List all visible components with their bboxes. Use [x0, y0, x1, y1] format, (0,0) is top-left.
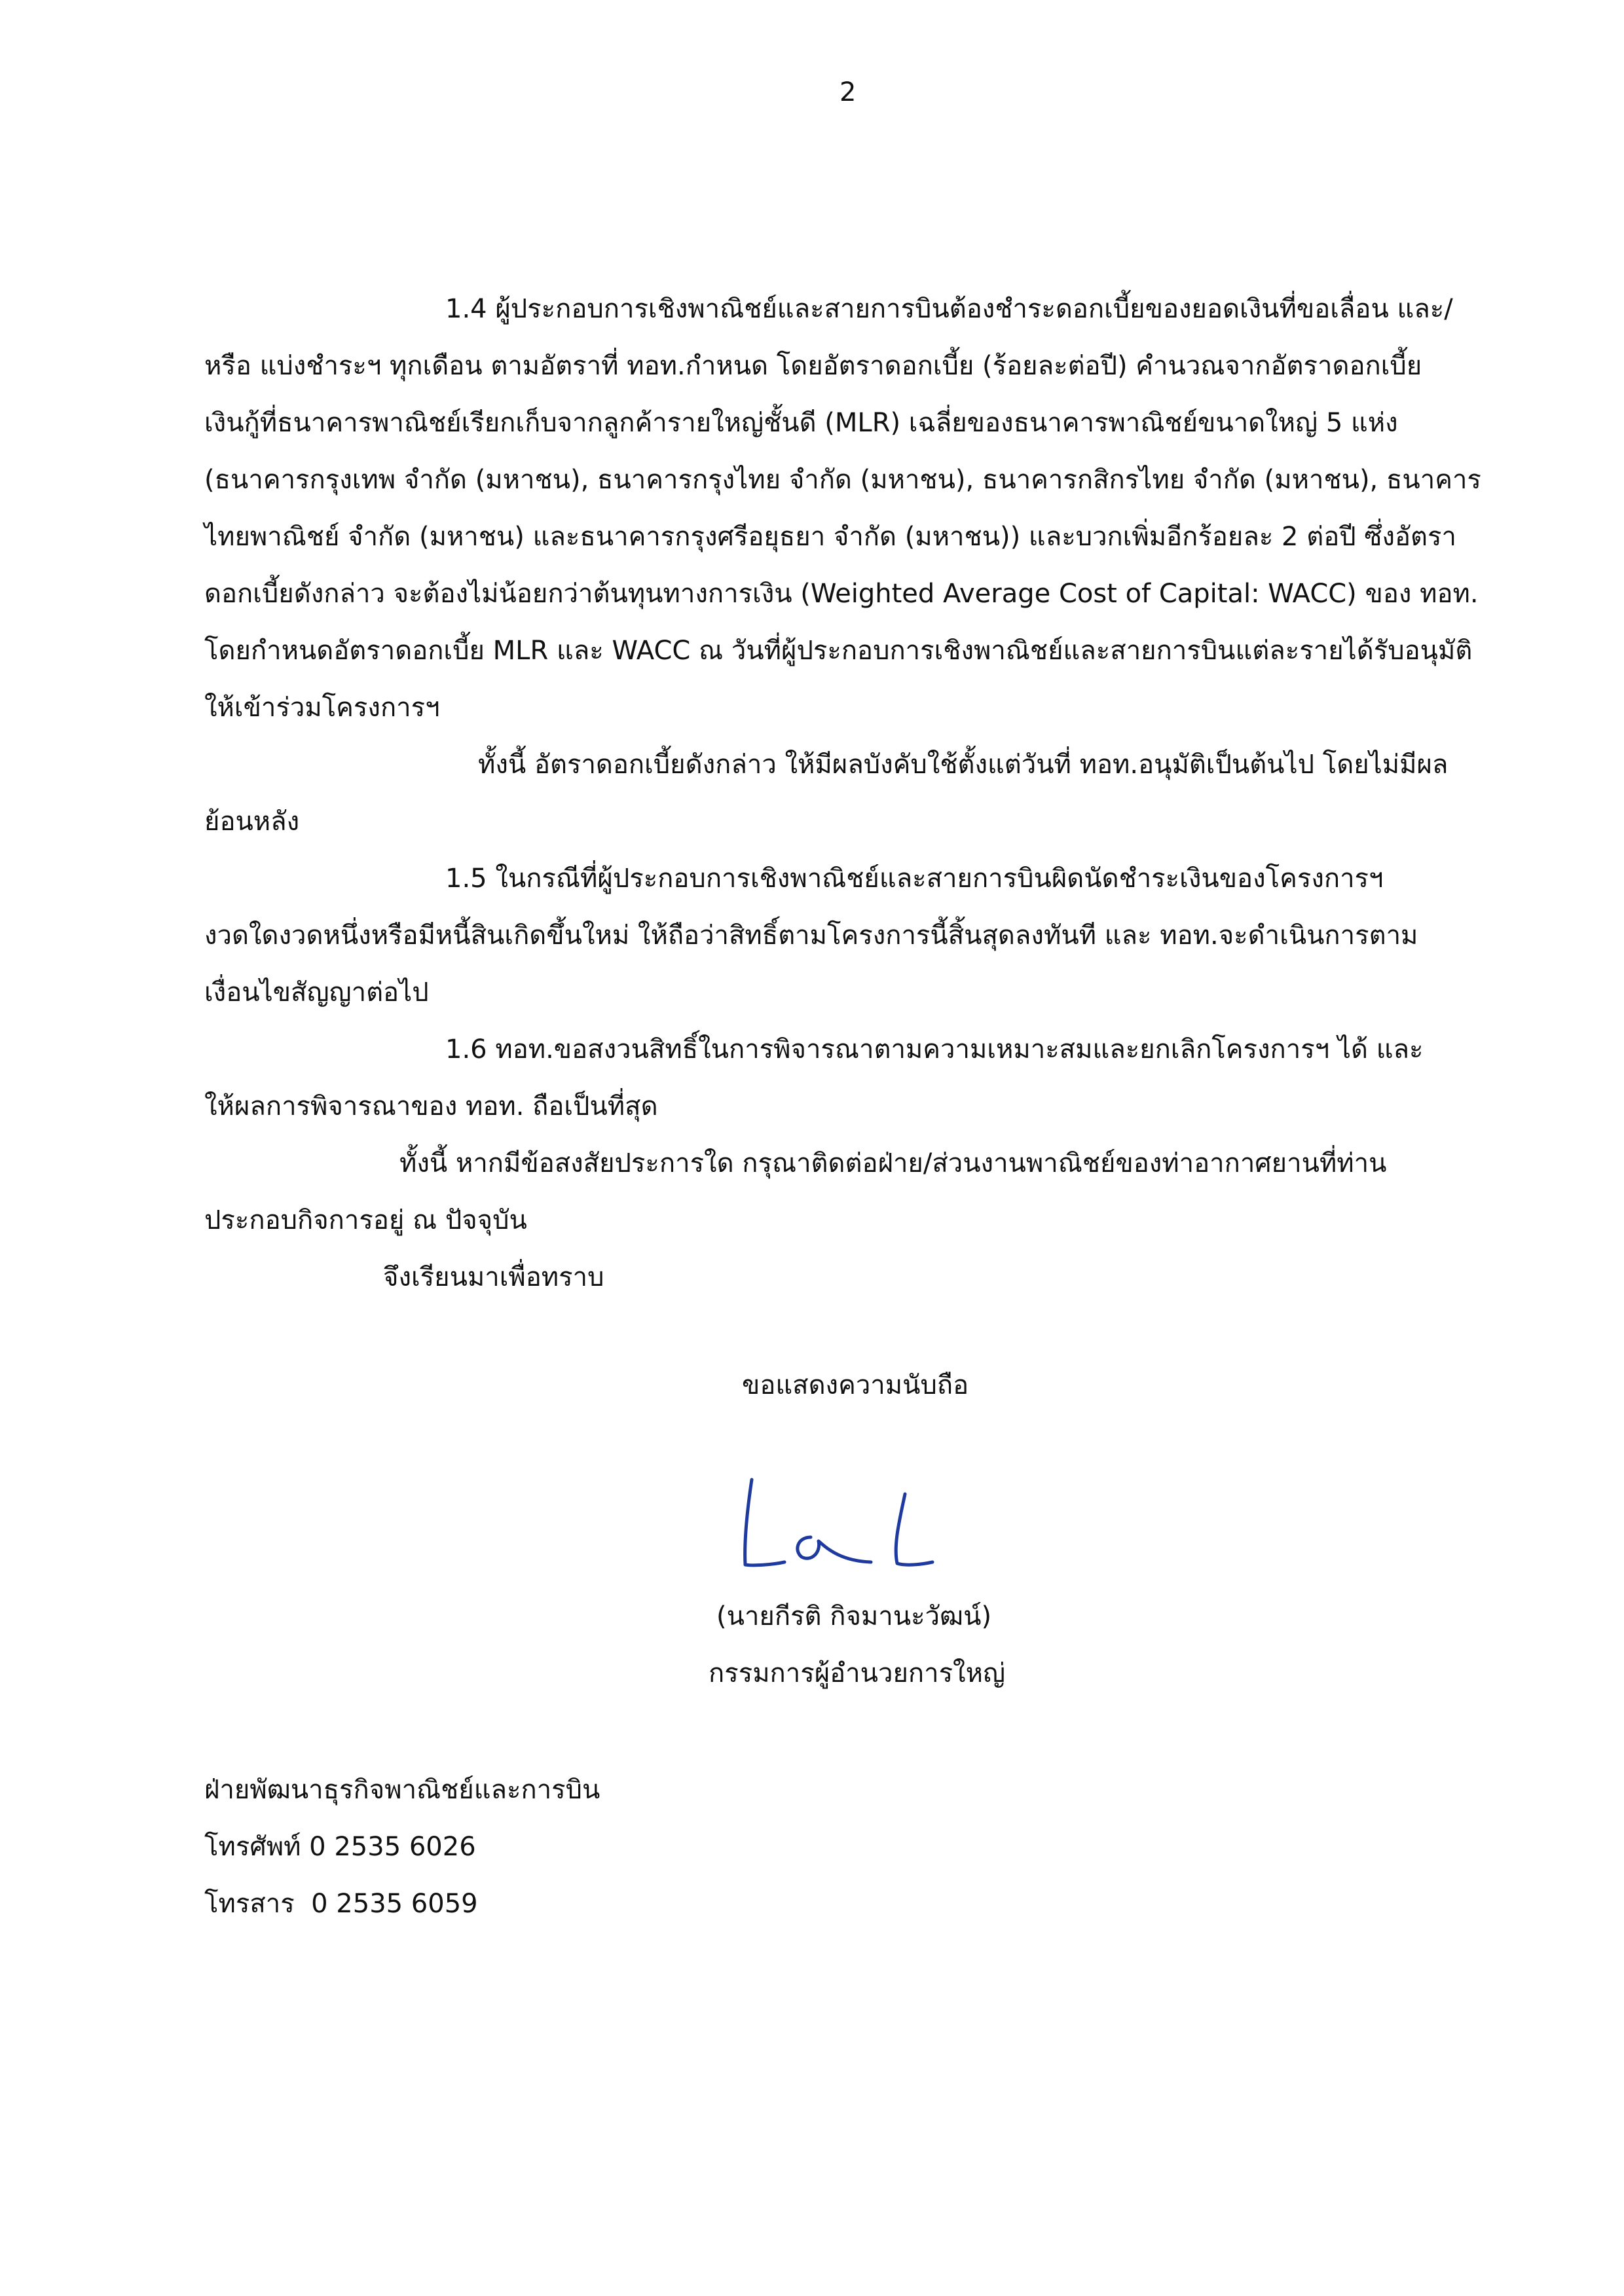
text-line: 1.5 ในกรณีที่ผู้ประกอบการเชิงพาณิชย์และสายการบินผิดนัดชำระเงินของโครงการฯ: [445, 864, 1384, 894]
salutation: ขอแสดงความนับถือ: [742, 1370, 969, 1400]
text-line: งวดใดงวดหนึ่งหรือมีหนี้สินเกิดขึ้นใหม่ ให้ถือว่าสิทธิ์ตามโครงการนี้สิ้นสุดลงทันที และ ทอท.จะดำเนินการตาม: [204, 920, 1418, 951]
text-line: ย้อนหลัง: [204, 807, 300, 837]
text-line: ให้เข้าร่วมโครงการฯ: [204, 693, 440, 723]
signatory-name: (นายกีรติ กิจมานะวัฒน์): [716, 1601, 992, 1631]
text-line: ทั้งนี้ หากมีข้อสงสัยประการใด กรุณาติดต่อฝ่าย/ส่วนงานพาณิชย์ของท่าอากาศยานที่ท่าน: [399, 1148, 1387, 1178]
fax-number: โทรสาร 0 2535 6059: [204, 1889, 478, 1919]
text-line: ไทยพาณิชย์ จำกัด (มหาชน) และธนาคารกรุงศรีอยุธยา จำกัด (มหาชน)) และบวกเพิ่มอีกร้อยละ 2 ต่อปี ซึ่งอัตรา: [204, 522, 1456, 552]
text-line: เงินกู้ที่ธนาคารพาณิชย์เรียกเก็บจากลูกค้ารายใหญ่ชั้นดี (MLR) เฉลี่ยของธนาคารพาณิชย์ขนาดใหญ่ 5 แห่ง: [204, 408, 1398, 438]
text-line: (ธนาคารกรุงเทพ จำกัด (มหาชน), ธนาคารกรุงไทย จำกัด (มหาชน), ธนาคารกสิกรไทย จำกัด (มหาชน), ธนาคาร: [204, 465, 1481, 495]
closing-note: จึงเรียนมาเพื่อทราบ: [383, 1262, 604, 1292]
handwritten-signature: [733, 1467, 943, 1591]
signatory-position: กรรมการผู้อำนวยการใหญ่: [709, 1658, 1006, 1688]
text-line: ให้ผลการพิจารณาของ ทอท. ถือเป็นที่สุด: [204, 1091, 658, 1121]
department-name: ฝ่ายพัฒนาธุรกิจพาณิชย์และการบิน: [204, 1775, 600, 1805]
text-line: เงื่อนไขสัญญาต่อไป: [204, 977, 429, 1008]
text-line: ทั้งนี้ อัตราดอกเบี้ยดังกล่าว ให้มีผลบังคับใช้ตั้งแต่วันที่ ทอท.อนุมัติเป็นต้นไป โดยไม่มีผล: [478, 750, 1449, 780]
phone-number: โทรศัพท์ 0 2535 6026: [204, 1832, 476, 1862]
text-line: ดอกเบี้ยดังกล่าว จะต้องไม่น้อยกว่าต้นทุนทางการเงิน (Weighted Average Cost of Capital: WACC) ของ ทอท.: [204, 579, 1479, 609]
text-line: 1.6 ทอท.ขอสงวนสิทธิ์ในการพิจารณาตามความเหมาะสมและยกเลิกโครงการฯ ได้ และ: [445, 1034, 1424, 1065]
text-line: 1.4 ผู้ประกอบการเชิงพาณิชย์และสายการบินต้องชำระดอกเบี้ยของยอดเงินที่ขอเลื่อน และ/: [445, 294, 1453, 324]
text-line: หรือ แบ่งชำระฯ ทุกเดือน ตามอัตราที่ ทอท.กำหนด โดยอัตราดอกเบี้ย (ร้อยละต่อปี) คำนวณจากอัตราดอกเบี้ย: [204, 351, 1422, 381]
page-number: 2: [840, 77, 857, 107]
text-line: ประกอบกิจการอยู่ ณ ปัจจุบัน: [204, 1205, 527, 1235]
text-line: โดยกำหนดอัตราดอกเบี้ย MLR และ WACC ณ วันที่ผู้ประกอบการเชิงพาณิชย์และสายการบินแต่ละรายได้รับอนุมัติ: [204, 636, 1473, 666]
